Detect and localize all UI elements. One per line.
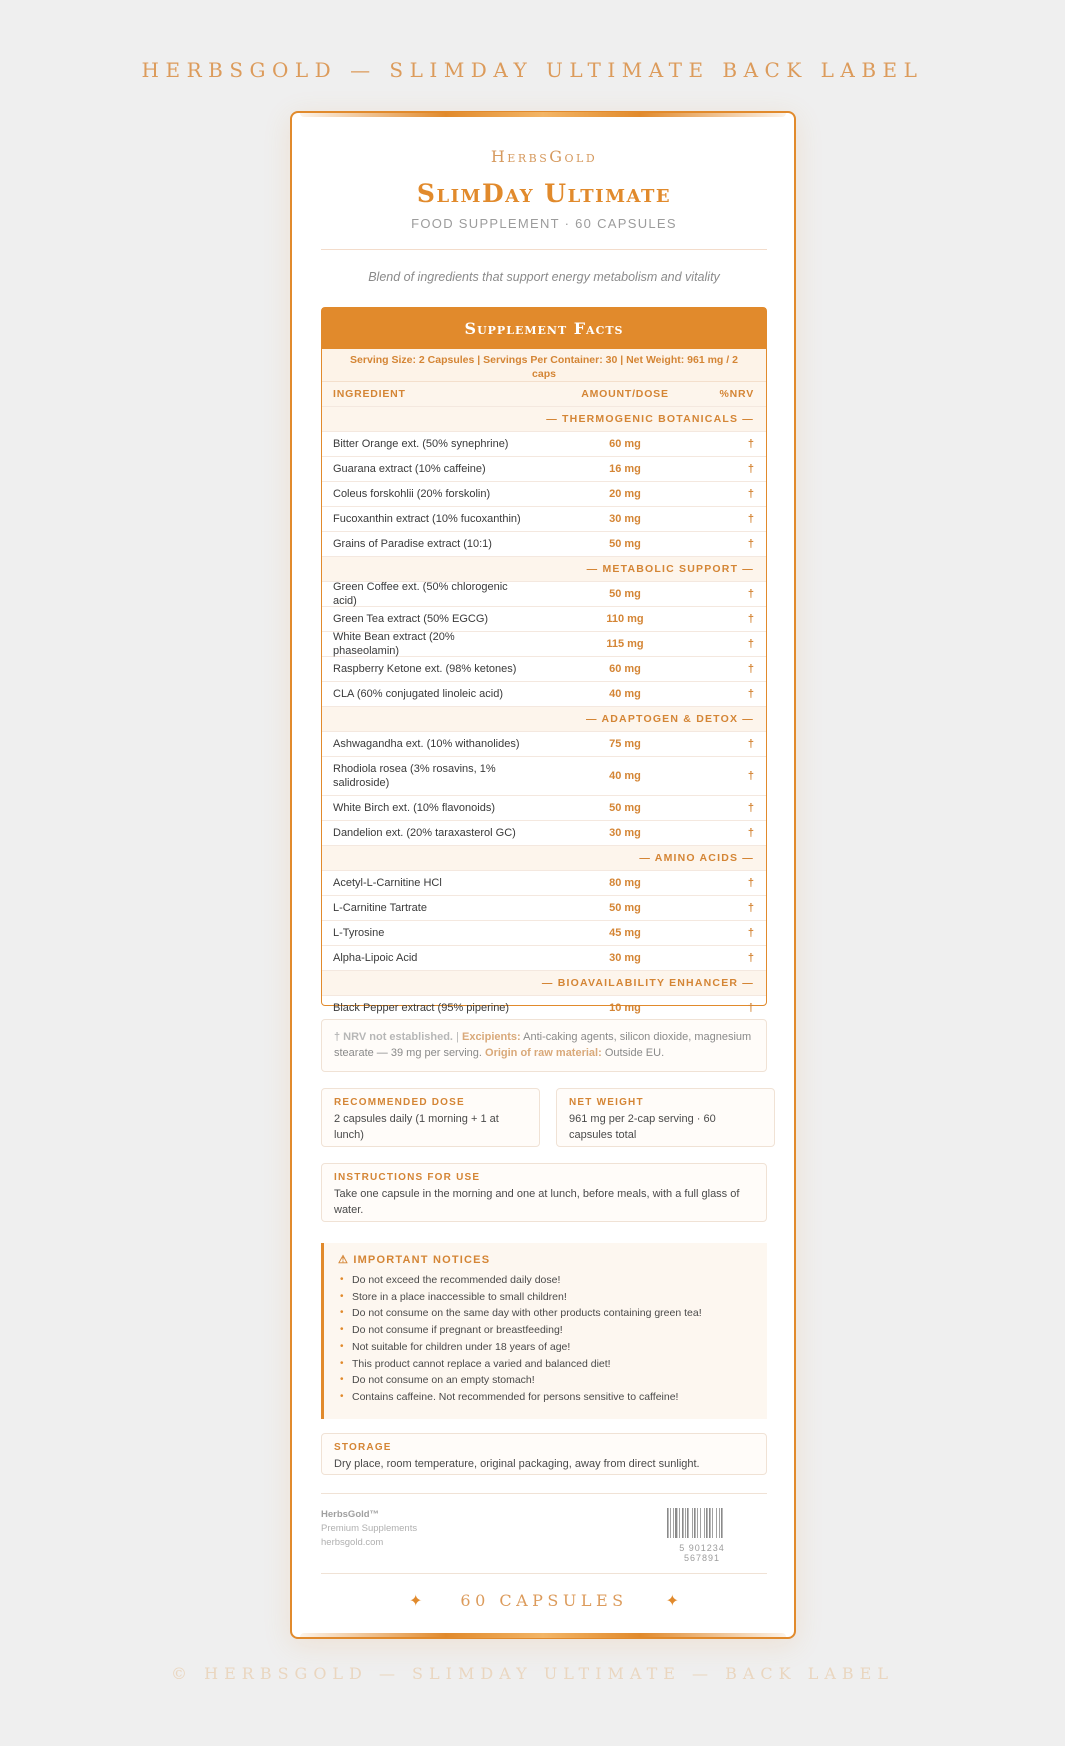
- section-title: — METABOLIC SUPPORT —: [586, 563, 754, 575]
- table-row: [322, 946, 766, 971]
- section-header-row: [322, 407, 766, 432]
- ingredient-amount: 10 mg: [609, 1002, 641, 1014]
- ingredient-name: Grains of Paradise extract (10:1): [333, 538, 492, 550]
- ingredient-amount: 50 mg: [609, 802, 641, 814]
- table-row: [322, 632, 766, 657]
- ingredient-nrv: †: [747, 513, 754, 525]
- section-header-row: [322, 707, 766, 732]
- net-text: 961 mg per 2-cap serving · 60 capsules total: [569, 1113, 716, 1141]
- ingredient-name: White Birch ext. (10% flavonoids): [333, 802, 496, 814]
- ingredient-nrv: †: [747, 488, 754, 500]
- section-title: — BIOAVAILABILITY ENHANCER —: [541, 977, 754, 989]
- instructions-text: Take one capsule in the morning and one at lunch, before meals, with a full glass of water.: [334, 1188, 740, 1216]
- facts-title: Supplement Facts: [322, 308, 766, 349]
- ingredient-name: Coleus forskohlii (20% forskolin): [333, 488, 491, 500]
- capsule-count-footer: [321, 1591, 767, 1610]
- column-amount: AMOUNT/DOSE: [581, 388, 669, 400]
- ingredient-nrv: †: [747, 638, 754, 650]
- section-header-row: [322, 846, 766, 871]
- ingredient-nrv: †: [747, 613, 754, 625]
- notice-item: • Do not exceed the recommended daily dose!: [338, 1272, 753, 1289]
- table-row: [322, 507, 766, 532]
- storage-text: Dry place, room temperature, original packaging, away from direct sunlight.: [334, 1458, 700, 1470]
- section-title: — THERMOGENIC BOTANICALS —: [546, 413, 754, 425]
- section-title: — AMINO ACIDS —: [639, 852, 754, 864]
- ingredient-name: Acetyl-L-Carnitine HCl: [333, 877, 442, 889]
- ingredient-amount: 45 mg: [609, 927, 641, 939]
- ingredient-name: Dandelion ext. (20% taraxasterol GC): [333, 827, 516, 839]
- table-row: [322, 821, 766, 846]
- ingredient-amount: 75 mg: [609, 738, 641, 750]
- table-row: [322, 921, 766, 946]
- column-nrv: %NRV: [719, 388, 754, 400]
- column-header-row: [322, 382, 766, 407]
- storage-title: STORAGE: [334, 1442, 392, 1453]
- section-header-row: [322, 971, 766, 996]
- ingredient-amount: 30 mg: [609, 827, 641, 839]
- table-row: [322, 757, 766, 796]
- company-website: herbsgold.com: [321, 1537, 384, 1548]
- ingredient-nrv: †: [747, 463, 754, 475]
- ingredient-name: Fucoxanthin extract (10% fucoxanthin): [333, 513, 521, 525]
- ingredient-name: Black Pepper extract (95% piperine): [333, 1002, 510, 1014]
- table-row: [322, 432, 766, 457]
- brand-name: HerbsGold: [490, 147, 598, 166]
- excipients-note: [321, 1019, 767, 1072]
- product-subtitle: FOOD SUPPLEMENT · 60 CAPSULES: [411, 216, 677, 231]
- ingredient-nrv: †: [747, 663, 754, 675]
- ingredient-name: CLA (60% conjugated linoleic acid): [333, 688, 503, 700]
- ingredient-amount: 20 mg: [609, 488, 641, 500]
- table-row: [322, 657, 766, 682]
- ingredient-amount: 40 mg: [609, 770, 641, 782]
- separator: |: [453, 1031, 462, 1043]
- notice-item: • Do not consume on an empty stomach!: [338, 1372, 753, 1389]
- star-icon: ✦: [665, 1591, 680, 1610]
- section-header-row: [322, 557, 766, 582]
- divider: [321, 249, 767, 250]
- star-icon: ✦: [408, 1591, 423, 1610]
- ingredient-nrv: †: [747, 877, 754, 889]
- storage-box: [321, 1433, 767, 1475]
- ingredient-amount: 50 mg: [609, 588, 641, 600]
- ingredient-amount: 30 mg: [609, 513, 641, 525]
- dose-text: 2 capsules daily (1 morning + 1 at lunch): [334, 1113, 499, 1141]
- company-name: HerbsGold™: [321, 1509, 380, 1520]
- serving-info: Serving Size: 2 Capsules | Servings Per Container: 30 | Net Weight: 961 mg / 2 caps: [322, 349, 766, 382]
- barcode-icon: [667, 1508, 737, 1538]
- excipients-text: Anti-caking agents, silicon dioxide, magnesium stearate — 39 mg per serving.: [334, 1031, 752, 1059]
- ingredient-nrv: †: [747, 1002, 754, 1014]
- ingredient-name: Ashwagandha ext. (10% withanolides): [333, 738, 520, 750]
- ingredient-amount: 115 mg: [606, 638, 644, 650]
- ingredient-nrv: †: [747, 770, 754, 782]
- ingredient-name: Green Tea extract (50% EGCG): [333, 613, 489, 625]
- capsule-count: 60 CAPSULES: [460, 1591, 628, 1610]
- product-name: SlimDay Ultimate: [416, 179, 672, 208]
- net-weight-box: [556, 1088, 775, 1147]
- ingredient-amount: 60 mg: [609, 663, 641, 675]
- table-row: [322, 796, 766, 821]
- notices-list: [338, 1272, 753, 1406]
- ingredient-nrv: †: [747, 902, 754, 914]
- ingredient-nrv: †: [747, 827, 754, 839]
- ingredient-nrv: †: [747, 538, 754, 550]
- ingredient-name: L-Carnitine Tartrate: [333, 902, 427, 914]
- page-top-caption: HERBSGOLD — SLIMDAY ULTIMATE BACK LABEL: [141, 58, 924, 82]
- notice-item: • Store in a place inaccessible to small children!: [338, 1289, 753, 1306]
- company-tagline: Premium Supplements: [321, 1523, 418, 1534]
- ingredient-amount: 50 mg: [609, 538, 641, 550]
- divider: [321, 1573, 767, 1574]
- table-row: [322, 482, 766, 507]
- table-row: [322, 457, 766, 482]
- origin-label: Origin of raw material:: [485, 1047, 602, 1059]
- ingredient-amount: 110 mg: [606, 613, 644, 625]
- net-title: NET WEIGHT: [569, 1097, 644, 1108]
- table-row: [322, 532, 766, 557]
- ingredient-nrv: †: [747, 438, 754, 450]
- table-row: [322, 607, 766, 632]
- table-row: [322, 896, 766, 921]
- ingredient-name: White Bean extract (20% phaseolamin): [333, 631, 455, 657]
- ingredient-nrv: †: [747, 588, 754, 600]
- table-row: [322, 996, 766, 1020]
- ingredient-amount: 50 mg: [609, 902, 641, 914]
- ingredient-amount: 16 mg: [609, 463, 641, 475]
- excipients-label: Excipients:: [461, 1031, 521, 1043]
- back-label: [290, 111, 796, 1639]
- table-row: [322, 682, 766, 707]
- ingredient-name: Alpha-Lipoic Acid: [333, 952, 418, 964]
- supplement-facts-table: [321, 307, 767, 1014]
- facts-rows: [322, 382, 766, 1020]
- instructions-title: INSTRUCTIONS FOR USE: [334, 1172, 481, 1183]
- column-ingredient: INGREDIENT: [333, 388, 406, 400]
- notice-item: • Do not consume if pregnant or breastfeeding!: [338, 1322, 753, 1339]
- ingredient-name: Rhodiola rosea (3% rosavins, 1% salidroside): [333, 763, 496, 789]
- table-row: [322, 732, 766, 757]
- instructions-box: [321, 1163, 767, 1222]
- section-title: — ADAPTOGEN & DETOX —: [586, 713, 754, 725]
- ingredient-name: Raspberry Ketone ext. (98% ketones): [333, 663, 517, 675]
- notice-item: • Do not consume on the same day with other products containing green tea!: [338, 1305, 753, 1322]
- notice-item: • Contains caffeine. Not recommended for persons sensitive to caffeine!: [338, 1389, 753, 1406]
- notice-item: • This product cannot replace a varied and balanced diet!: [338, 1356, 753, 1373]
- ingredient-name: Bitter Orange ext. (50% synephrine): [333, 438, 509, 450]
- ingredient-nrv: †: [747, 927, 754, 939]
- ingredient-name: Guarana extract (10% caffeine): [333, 463, 486, 475]
- notice-item: • Not suitable for children under 18 years of age!: [338, 1339, 753, 1356]
- tagline: Blend of ingredients that support energy metabolism and vitality: [368, 270, 720, 284]
- ingredient-nrv: †: [747, 738, 754, 750]
- nrv-note: † NRV not established.: [334, 1031, 453, 1043]
- ingredient-nrv: †: [747, 802, 754, 814]
- divider: [321, 1493, 767, 1494]
- ingredient-amount: 30 mg: [609, 952, 641, 964]
- ingredient-amount: 80 mg: [609, 877, 641, 889]
- ingredient-nrv: †: [747, 688, 754, 700]
- important-notices: [321, 1243, 767, 1419]
- barcode-number: 5 901234 567891: [679, 1543, 725, 1563]
- ingredient-amount: 40 mg: [609, 688, 641, 700]
- origin-text: Outside EU.: [601, 1047, 665, 1059]
- notices-title: ⚠ IMPORTANT NOTICES: [338, 1254, 491, 1266]
- ingredient-name: L-Tyrosine: [333, 927, 385, 939]
- dose-title: RECOMMENDED DOSE: [334, 1097, 465, 1108]
- table-row: [322, 582, 766, 607]
- recommended-dose-box: [321, 1088, 540, 1147]
- ingredient-name: Green Coffee ext. (50% chlorogenic acid): [333, 581, 508, 607]
- ingredient-nrv: †: [747, 952, 754, 964]
- ingredient-amount: 60 mg: [609, 438, 641, 450]
- page-bottom-caption: © HERBSGOLD — SLIMDAY ULTIMATE — BACK LABEL: [171, 1664, 894, 1683]
- table-row: [322, 871, 766, 896]
